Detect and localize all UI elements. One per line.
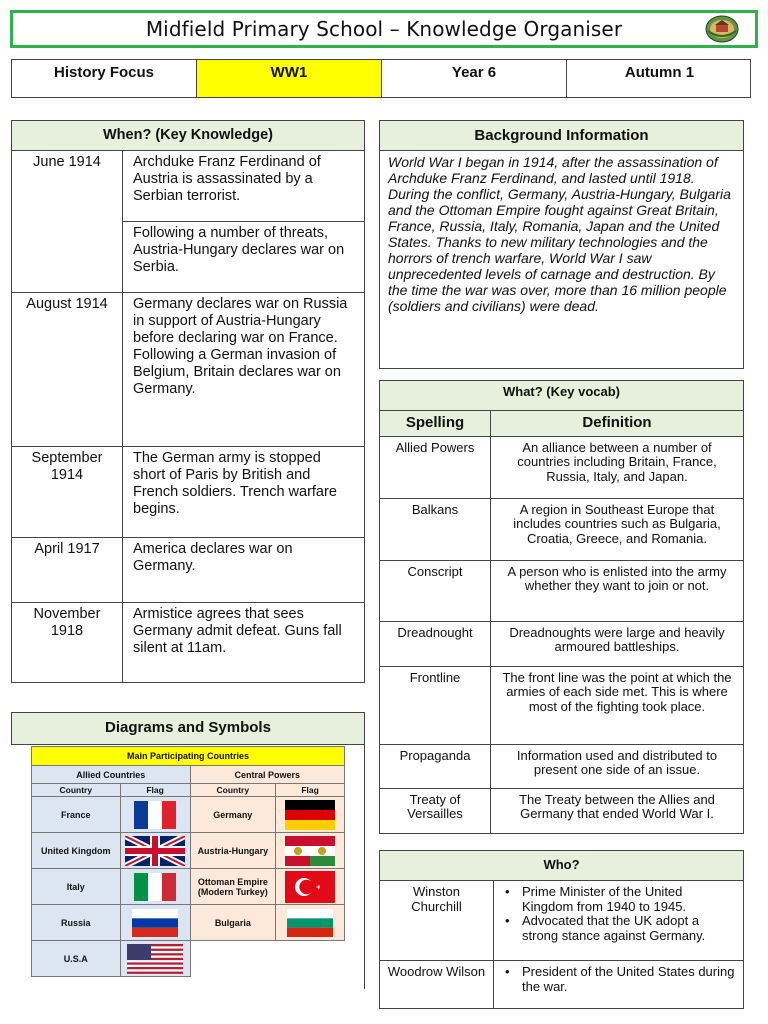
vocab-definition: Information used and distributed to present one side of an issue. (491, 744, 744, 788)
vocab-term: Balkans (380, 498, 491, 560)
vocab-definition: A person who is enlisted into the army whether they want to join or not. (491, 560, 744, 621)
page-title: Midfield Primary School – Knowledge Organiser (145, 17, 623, 41)
diagrams-heading: Diagrams and Symbols (11, 713, 364, 745)
country-column-header: Country (32, 784, 121, 797)
vocab-definition: The Treaty between the Allies and Germany that ended World War I. (491, 788, 744, 833)
main-countries-heading: Main Participating Countries (32, 747, 345, 766)
timeline-event: Armistice agrees that sees Germany admit defeat. Guns fall silent at 11am. (123, 603, 365, 683)
definition-column-header: Definition (491, 411, 744, 437)
country-name: U.S.A (32, 941, 121, 977)
person-details (494, 881, 744, 961)
vocab-definition: A region in Southeast Europe that includes countries such as Bulgaria, Croatia, Greece, and Romania. (491, 498, 744, 560)
participating-countries-table (31, 746, 345, 977)
topic-cell: WW1 (197, 60, 382, 97)
timeline-event: Germany declares war on Russia in support of Austria-Hungary before declaring war on France. Following a German invasion of Belgium, Britain declares war on Germany. (123, 293, 365, 447)
flag-column-header: Flag (120, 784, 190, 797)
flag-column-header: Flag (276, 784, 345, 797)
year-cell: Year 6 (382, 60, 567, 97)
russia-flag-icon (132, 909, 178, 937)
vocab-term: Conscript (380, 560, 491, 621)
country-name: France (32, 797, 121, 833)
germany-flag-icon (285, 800, 335, 830)
background-heading: Background Information (380, 121, 744, 151)
timeline-event: Archduke Franz Ferdinand of Austria is assassinated by a Serbian terrorist. (123, 151, 365, 222)
person-point: • Advocated that the UK adopt a strong stance against Germany. (500, 914, 737, 943)
france-flag-icon (132, 801, 178, 829)
country-name: Austria-Hungary (190, 833, 276, 869)
timeline-date: November 1918 (12, 603, 123, 683)
timeline-date: September 1914 (12, 447, 123, 538)
country-name: Germany (190, 797, 276, 833)
focus-bar (11, 59, 751, 98)
person-details (494, 961, 744, 1009)
timeline-date: April 1917 (12, 538, 123, 603)
vocab-term: Dreadnought (380, 621, 491, 666)
term-cell: Autumn 1 (624, 64, 695, 81)
subject-cell: History Focus (12, 60, 197, 97)
who-table (379, 850, 744, 1009)
usa-flag-icon (127, 944, 183, 974)
country-name: Ottoman Empire (Modern Turkey) (190, 869, 276, 905)
timeline-event: Following a number of threats, Austria-Hungary declares war on Serbia. (123, 222, 365, 293)
vocab-definition: The front line was the point at which the armies of each side met. This is where most of the fighting took place. (491, 666, 744, 744)
diagrams-section (11, 712, 365, 989)
timeline-event: The German army is stopped short of Paris by British and French soldiers. Trench warfare begins. (123, 447, 365, 538)
who-heading: Who? (380, 851, 744, 881)
vocab-definition: An alliance between a number of countries including Britain, France, Russia, Italy, and Japan. (491, 436, 744, 498)
person-name: Winston Churchill (380, 881, 494, 961)
country-name: Bulgaria (190, 905, 276, 941)
school-logo-icon (705, 15, 739, 43)
vocab-term: Propaganda (380, 744, 491, 788)
central-heading: Central Powers (190, 766, 344, 784)
person-point: • Prime Minister of the United Kingdom from 1940 to 1945. (500, 885, 737, 914)
timeline-event: America declares war on Germany. (123, 538, 365, 603)
vocab-term: Frontline (380, 666, 491, 744)
spelling-column-header: Spelling (380, 411, 491, 437)
key-vocab-heading: What? (Key vocab) (380, 381, 744, 411)
country-name: United Kingdom (32, 833, 121, 869)
country-name: Russia (32, 905, 121, 941)
vocab-term: Treaty of Versailles (380, 788, 491, 833)
vocab-definition: Dreadnoughts were large and heavily armoured battleships. (491, 621, 744, 666)
country-column-header: Country (190, 784, 276, 797)
bulgaria-flag-icon (287, 909, 333, 937)
allied-heading: Allied Countries (32, 766, 191, 784)
key-knowledge-table (11, 120, 365, 683)
uk-flag-icon (125, 836, 185, 866)
timeline-date: August 1914 (12, 293, 123, 447)
timeline-date: June 1914 (12, 151, 123, 293)
background-text: World War I began in 1914, after the assassination of Archduke Franz Ferdinand, and lasted until 1918. During the conflict, Germany, Austria-Hungary, Bulgaria and the Ottoman Empire fought against Great Britain, France, Russia, Italy, Romania, Japan and the United States. Thanks to new military technologies and the horrors of trench warfare, World War I saw unprecedented levels of carnage and destruction. By the time the war was over, more than 16 million people (soldiers and civilians) were dead. (380, 151, 744, 369)
country-name: Italy (32, 869, 121, 905)
page-header (10, 10, 758, 48)
background-info-table (379, 120, 744, 369)
key-knowledge-heading: When? (Key Knowledge) (12, 121, 365, 151)
person-name: Woodrow Wilson (380, 961, 494, 1009)
key-vocab-table (379, 380, 744, 834)
ottoman-flag-icon (285, 871, 335, 903)
italy-flag-icon (134, 873, 176, 901)
austria-hungary-flag-icon (285, 836, 335, 866)
vocab-term: Allied Powers (380, 436, 491, 498)
person-point: • President of the United States during the war. (500, 965, 737, 994)
